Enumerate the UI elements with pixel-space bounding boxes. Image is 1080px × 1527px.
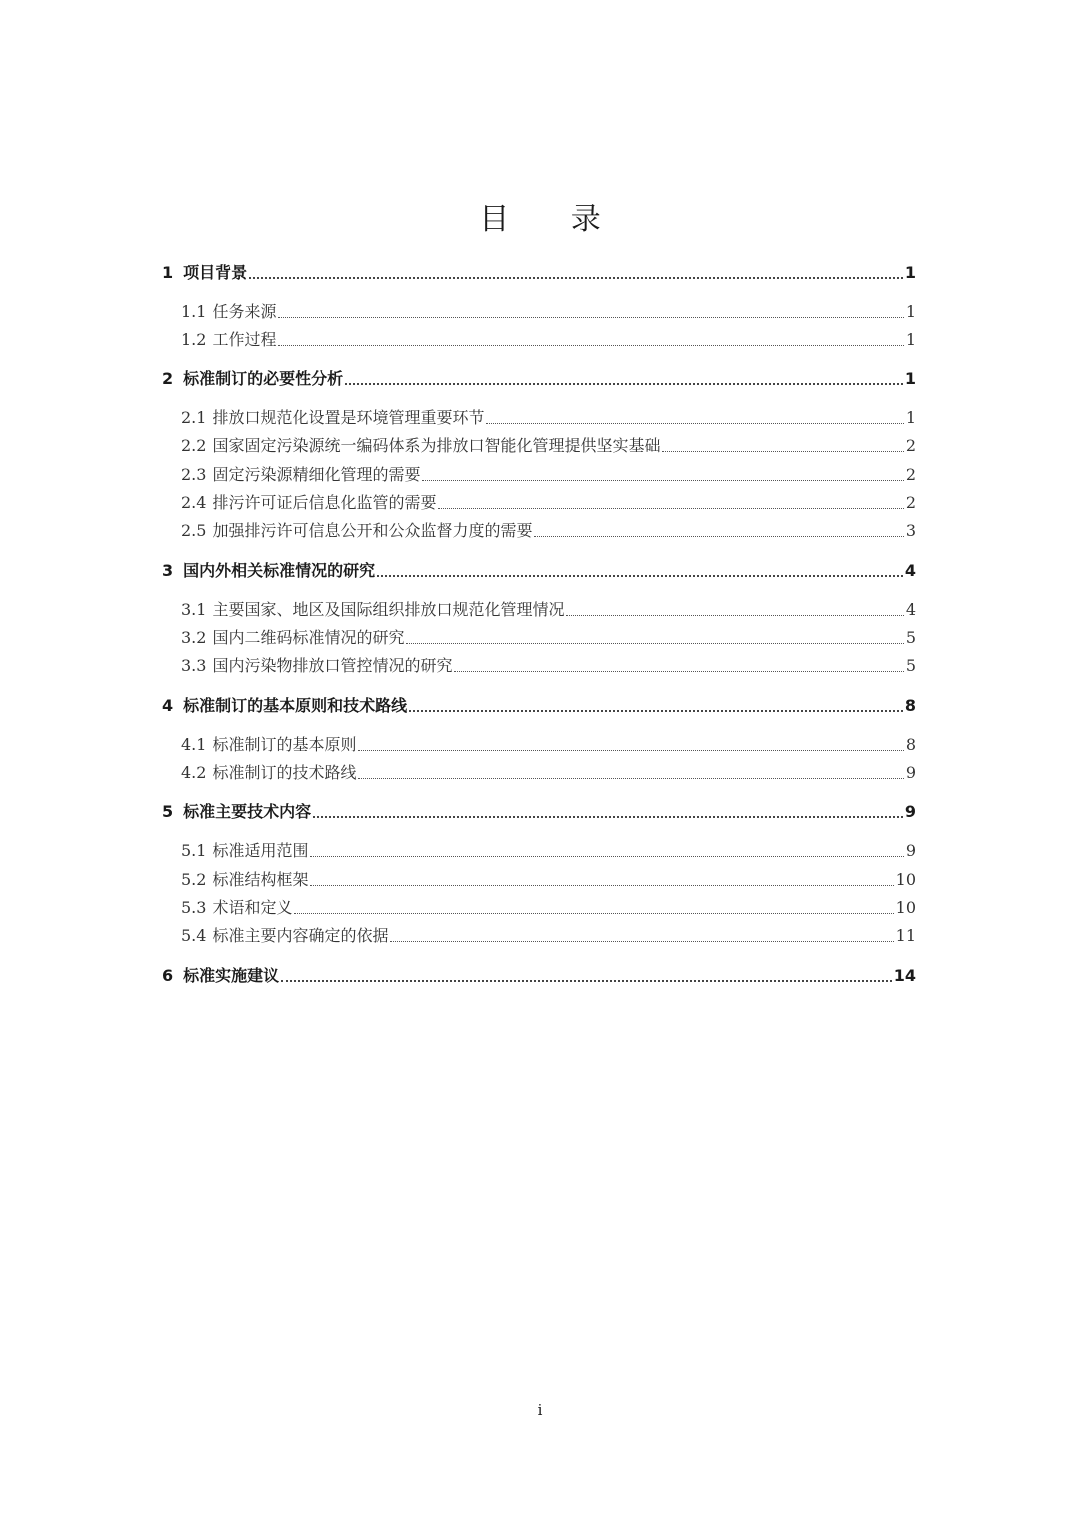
toc-entry-page: 4 [904,561,916,580]
toc-section-entry[interactable] [181,435,916,457]
toc-entry-number: 3.2 [181,628,207,647]
toc-entry-title: 排放口规范化设置是环境管理重要环节 [212,408,485,427]
toc-entry-title: 加强排污许可信息公开和公众监督力度的需要 [212,521,533,540]
toc-section-entry[interactable] [181,329,916,351]
dot-leader [281,980,892,982]
toc-entry-number: 2.2 [181,436,207,455]
toc-entry-title: 术语和定义 [212,898,293,917]
toc-entry-title: 标准制订的技术路线 [212,763,357,782]
toc-entry-number: 5.4 [181,926,207,945]
toc-entry-title: 标准主要内容确定的依据 [212,926,389,945]
toc-entry-page: 14 [893,966,916,985]
dot-leader [345,383,903,385]
toc-section-entry[interactable] [181,869,916,891]
toc-section-entry[interactable] [181,897,916,919]
toc-entry-page: 1 [904,369,916,388]
toc-entry-page: 10 [895,870,916,889]
toc-section-entry[interactable] [181,520,916,542]
toc-entry-page: 4 [905,600,916,619]
toc-section-entry[interactable] [181,655,916,677]
toc-entry-title: 标准实施建议 [183,966,280,985]
toc-section-entry[interactable] [181,762,916,784]
toc-entry-page: 9 [905,841,916,860]
dot-leader [358,778,903,779]
toc-entry-number: 2.5 [181,521,207,540]
dot-leader [278,317,903,318]
toc-entry-title: 标准适用范围 [212,841,309,860]
toc-section-entry[interactable] [181,301,916,323]
toc-entry-page: 10 [895,898,916,917]
toc-entry-number: 6 [162,966,174,985]
toc-section-entry[interactable] [181,627,916,649]
dot-leader [310,856,903,857]
toc-entry-page: 9 [904,802,916,821]
toc-entry-number: 1.1 [181,302,207,321]
toc-chapter-entry[interactable] [162,262,916,284]
toc-entry-number: 1 [162,263,174,282]
toc-chapter-entry[interactable] [162,560,916,582]
toc-entry-page: 11 [895,926,916,945]
toc-section-entry[interactable] [181,734,916,756]
toc-entry-title: 排污许可证后信息化监管的需要 [212,493,437,512]
toc-section-entry[interactable] [181,599,916,621]
toc-entry-number: 2.3 [181,465,207,484]
dot-leader [294,913,893,914]
toc-entry-title: 标准主要技术内容 [183,802,312,821]
dot-leader [454,671,903,672]
toc-entry-page: 8 [905,735,916,754]
toc-section-entry[interactable] [181,840,916,862]
toc-entry-number: 1.2 [181,330,207,349]
toc-entry-page: 5 [905,656,916,675]
toc-entry-title: 工作过程 [212,330,277,349]
toc-entry-page: 2 [905,493,916,512]
page-title: 目 录 [479,202,627,237]
dot-leader [486,423,903,424]
toc-entry-page: 1 [905,408,916,427]
dot-leader [662,451,903,452]
dot-leader [409,710,903,712]
dot-leader [358,750,903,751]
toc-section-entry[interactable] [181,464,916,486]
toc-entry-title: 国内外相关标准情况的研究 [183,561,376,580]
dot-leader [534,536,903,537]
toc-chapter-entry[interactable] [162,695,916,717]
toc-entry-page: 2 [905,465,916,484]
dot-leader [390,941,893,942]
toc-entry-number: 5.3 [181,898,207,917]
toc-entry-title: 标准制订的必要性分析 [183,369,344,388]
toc-entry-title: 标准结构框架 [212,870,309,889]
toc-entry-number: 2.4 [181,493,207,512]
dot-leader [310,885,893,886]
toc-entry-number: 5.1 [181,841,207,860]
dot-leader [566,615,903,616]
page-number: i [537,1401,543,1419]
toc-entry-number: 2.1 [181,408,207,427]
toc-entry-title: 国家固定污染源统一编码体系为排放口智能化管理提供坚实基础 [212,436,661,455]
toc-entry-title: 项目背景 [183,263,248,282]
toc-chapter-entry[interactable] [162,965,916,987]
toc-chapter-entry[interactable] [162,801,916,823]
toc-entry-title: 固定污染源精细化管理的需要 [212,465,421,484]
toc-section-entry[interactable] [181,925,916,947]
toc-entry-number: 4.2 [181,763,207,782]
toc-entry-number: 4.1 [181,735,207,754]
toc-entry-title: 国内二维码标准情况的研究 [212,628,405,647]
toc-entry-number: 3 [162,561,174,580]
toc-entry-page: 1 [905,330,916,349]
dot-leader [249,277,903,279]
toc-section-entry[interactable] [181,407,916,429]
toc-entry-page: 9 [905,763,916,782]
dot-leader [406,643,903,644]
toc-entry-number: 2 [162,369,174,388]
toc-entry-title: 标准制订的基本原则和技术路线 [183,696,408,715]
toc-entry-title: 主要国家、地区及国际组织排放口规范化管理情况 [212,600,565,619]
toc-entry-page: 8 [904,696,916,715]
dot-leader [278,345,903,346]
toc-entry-number: 4 [162,696,174,715]
toc-entry-page: 3 [905,521,916,540]
toc-entry-page: 5 [905,628,916,647]
toc-entry-number: 3.3 [181,656,207,675]
dot-leader [422,480,903,481]
toc-chapter-entry[interactable] [162,368,916,390]
toc-entry-number: 5 [162,802,174,821]
dot-leader [313,816,903,818]
toc-entry-number: 3.1 [181,600,207,619]
toc-section-entry[interactable] [181,492,916,514]
toc-entry-title: 国内污染物排放口管控情况的研究 [212,656,453,675]
toc-entry-page: 1 [904,263,916,282]
toc-entry-title: 标准制订的基本原则 [212,735,357,754]
toc-entry-page: 1 [905,302,916,321]
dot-leader [377,575,903,577]
dot-leader [438,508,903,509]
toc-entry-page: 2 [905,436,916,455]
toc-entry-number: 5.2 [181,870,207,889]
toc-entry-title: 任务来源 [212,302,277,321]
